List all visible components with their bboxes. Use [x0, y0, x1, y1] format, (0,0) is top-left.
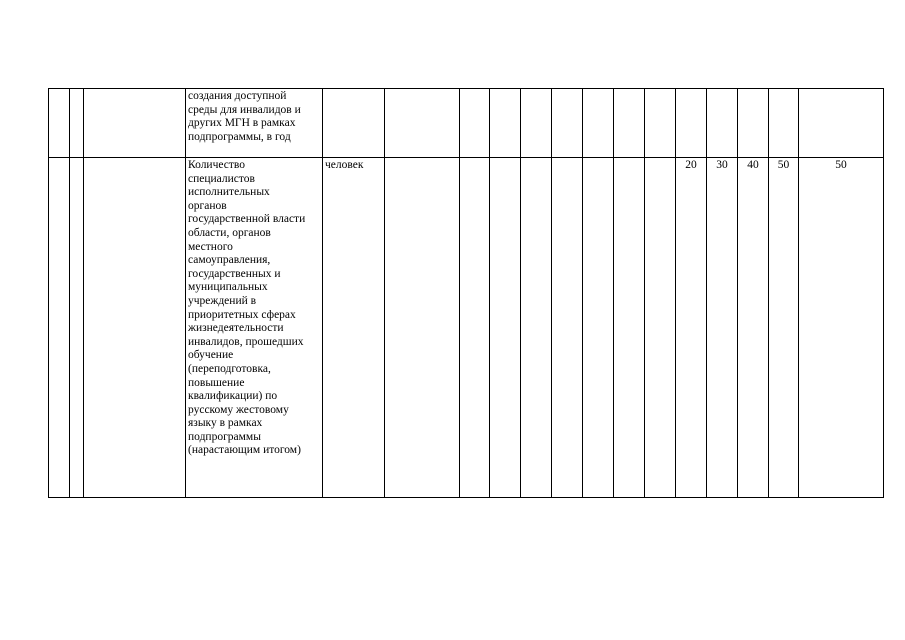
indicator-text-line: исполнительных	[188, 186, 270, 199]
table-cell	[385, 158, 460, 498]
table-cell	[521, 158, 552, 498]
indicator-text-line: подпрограммы, в год	[188, 130, 291, 143]
value-cell: 30	[707, 158, 738, 498]
table-cell	[460, 158, 490, 498]
table-cell	[70, 89, 84, 158]
indicator-text-line: государственной власти	[188, 213, 306, 226]
table-cell	[460, 89, 490, 158]
table-cell	[70, 158, 84, 498]
indicator-text-line: жизнедеятельности	[188, 322, 284, 335]
table-cell	[490, 158, 521, 498]
table-cell	[645, 89, 676, 158]
indicator-text-line: инвалидов, прошедших	[188, 335, 304, 348]
indicator-text-line: (переподготовка,	[188, 362, 271, 375]
table-cell	[645, 158, 676, 498]
value-cell	[769, 89, 799, 158]
table-cell	[552, 89, 583, 158]
table-cell	[552, 158, 583, 498]
indicators-table	[48, 88, 884, 498]
indicator-text-line: обучение	[188, 349, 234, 362]
table-cell	[583, 89, 614, 158]
indicator-text-line: других МГН в рамках	[188, 117, 296, 130]
table-cell	[614, 89, 645, 158]
value-cell	[799, 89, 884, 158]
table-cell	[49, 89, 70, 158]
value-cell	[738, 89, 769, 158]
value-cell: 50	[799, 158, 884, 498]
indicator-text-line: создания доступной	[188, 90, 287, 102]
table-row	[49, 158, 884, 498]
indicator-text-line: повышение	[188, 376, 245, 389]
value-cell: 50	[769, 158, 799, 498]
indicator-text-line: Количество	[188, 159, 245, 171]
value-cell	[707, 89, 738, 158]
indicator-text-line: местного	[188, 240, 233, 253]
indicator-text-line: учреждений в	[188, 294, 257, 307]
table-cell	[84, 89, 186, 158]
indicator-text-line: специалистов	[188, 172, 255, 185]
indicator-text-line: самоуправления,	[188, 254, 271, 267]
table-cell	[614, 158, 645, 498]
unit-cell: человек	[323, 158, 385, 498]
table-row	[49, 89, 884, 158]
table-cell	[49, 158, 70, 498]
indicator-text-line: государственных и	[188, 267, 281, 280]
value-cell	[676, 89, 707, 158]
value-cell: 20	[676, 158, 707, 498]
table-cell	[521, 89, 552, 158]
indicator-text-line: квалификации) по	[188, 390, 278, 403]
indicator-text-line: приоритетных сферах	[188, 308, 296, 321]
table-cell	[490, 89, 521, 158]
indicator-text-line: подпрограммы	[188, 430, 261, 443]
indicator-name-cell	[186, 158, 323, 498]
indicator-text-line: среды для инвалидов и	[188, 103, 301, 116]
value-cell: 40	[738, 158, 769, 498]
indicator-text-line: русскому жестовому	[188, 403, 289, 416]
table-cell	[84, 158, 186, 498]
indicator-name-cell	[186, 89, 323, 158]
table-cell	[583, 158, 614, 498]
indicator-text-line: языку в рамках	[188, 417, 263, 430]
indicator-text-line: органов	[188, 199, 227, 212]
unit-cell	[323, 89, 385, 158]
indicator-text-line: (нарастающим итогом)	[188, 444, 301, 457]
indicator-text-line: муниципальных	[188, 281, 268, 294]
indicator-text-line: области, органов	[188, 226, 271, 239]
table-cell	[385, 89, 460, 158]
